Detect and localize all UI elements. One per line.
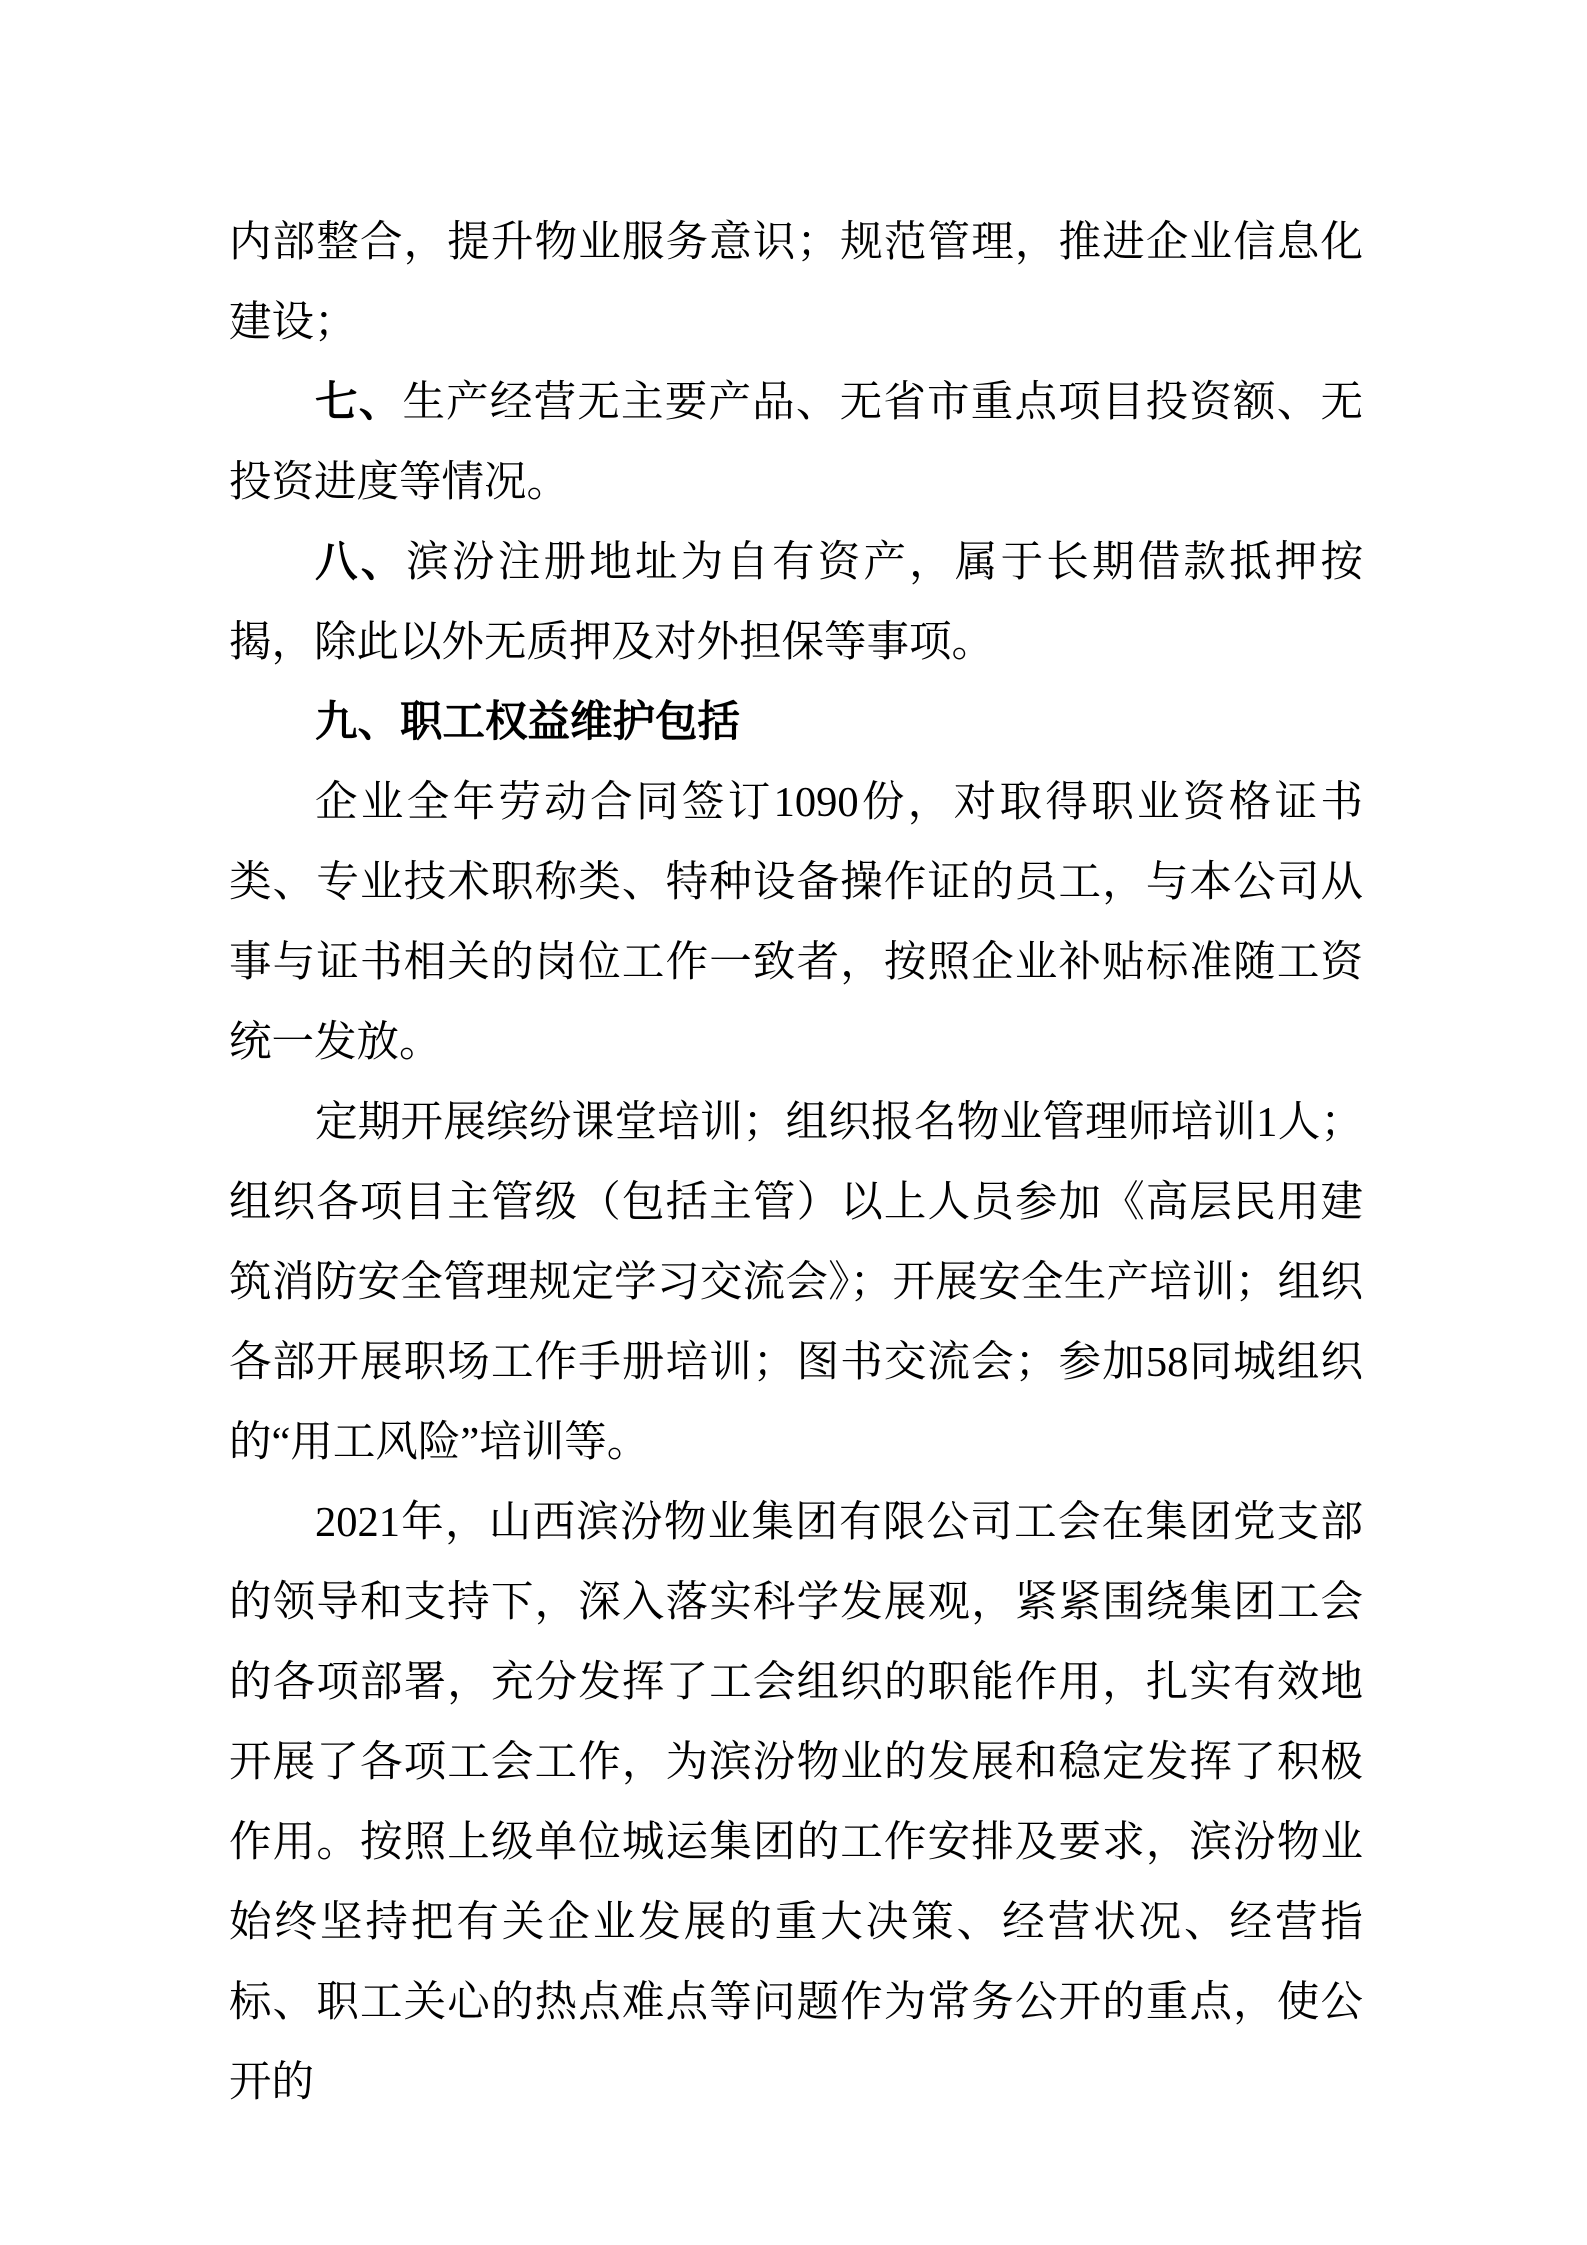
paragraph-item-eight [229, 523, 1363, 683]
paragraph-labor-contracts [229, 763, 1363, 1083]
paragraph-number-label: 八、 [315, 539, 407, 586]
paragraph-text: 滨汾注册地址为自有资产，属于长期借款抵押按揭，除此以外无质押及对外担保等事项。 [229, 539, 1363, 666]
paragraph-text: 企业全年劳动合同签订1090份，对取得职业资格证书类、专业技术职称类、特种设备操作证的员工，与本公司从事与证书相关的岗位工作一致者，按照企业补贴标准随工资统一发放。 [229, 779, 1363, 1066]
text-block [229, 203, 1363, 2123]
paragraph-text: 生产经营无主要产品、无省市重点项目投资额、无投资进度等情况。 [229, 379, 1363, 506]
paragraph-trainings [229, 1083, 1363, 1483]
paragraph-item-seven [229, 363, 1363, 523]
section-heading-nine [229, 683, 1363, 763]
paragraph-number-label: 七、 [315, 379, 403, 426]
paragraph-text: 2021年，山西滨汾物业集团有限公司工会在集团党支部的领导和支持下，深入落实科学发展观，紧紧围绕集团工会的各项部署，充分发挥了工会组织的职能作用，扎实有效地开展了各项工会工作，为滨汾物业的发展和稳定发挥了积极作用。按照上级单位城运集团的工作安排及要求，滨汾物业始终坚持把有关企业发展的重大决策、经营状况、经营指标、职工关心的热点难点等问题作为常务公开的重点，使公开的 [229, 1499, 1363, 2106]
paragraph-union-2021 [229, 1483, 1363, 2123]
paragraph-text: 内部整合，提升物业服务意识；规范管理，推进企业信息化建设； [229, 219, 1363, 346]
paragraph-continuation [229, 203, 1363, 363]
heading-text: 九、职工权益维护包括 [315, 699, 741, 746]
paragraph-text: 定期开展缤纷课堂培训；组织报名物业管理师培训1人；组织各项目主管级（包括主管）以上人员参加《高层民用建筑消防安全管理规定学习交流会》；开展安全生产培训；组织各部开展职场工作手册培训；图书交流会；参加58同城组织的“用工风险”培训等。 [229, 1099, 1363, 1466]
